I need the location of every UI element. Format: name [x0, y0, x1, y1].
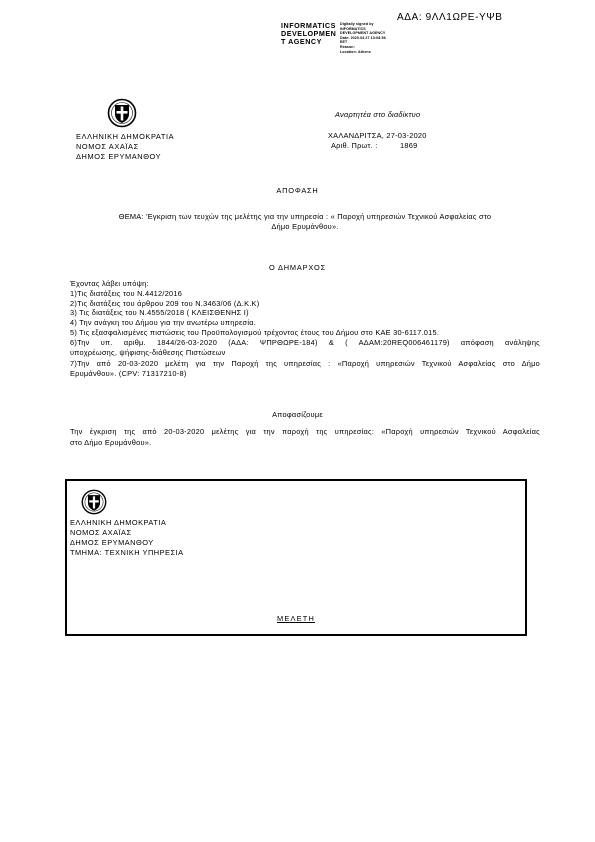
signer-name-line: INFORMATICS	[281, 21, 336, 30]
decision-body: Την έγκριση της από 20-03-2020 μελέτης για την παροχή της υπηρεσίας: «Παροχή υπηρεσιών Τεχνικού Ασφαλείας	[70, 427, 540, 436]
signature-detail: Date: 2020.03.27 13:08:56	[340, 35, 386, 40]
greek-emblem-icon	[107, 98, 137, 128]
decision-body-cont: στο Δήμο Ερυμάνθου».	[70, 438, 152, 447]
decision-title: ΑΠΟΦΑΣΗ	[276, 186, 319, 195]
issuer-block	[76, 132, 174, 162]
subject-line: Δήμο Ερυμάνθου».	[271, 222, 339, 231]
greek-emblem-icon	[81, 489, 107, 515]
signature-detail: DEVELOPMENT AGENCY	[340, 31, 386, 36]
signature-detail: Location: Athens	[340, 49, 371, 54]
signer-name-line: T AGENCY	[281, 37, 322, 47]
issuer-line: ΔΗΜΟΣ ΕΡΥΜΑΝΘΟΥ	[76, 152, 162, 161]
issuer-line: ΕΛΛΗΝΙΚΗ ΔΗΜΟΚΡΑΤΙΑ	[76, 132, 175, 141]
consideration-item: 5) Τις εξασφαλισμένες πιστώσεις του Προϋπολογισμού τρέχοντος έτους του Δήμου στο ΚΑΕ 30-6117.015.	[70, 328, 440, 337]
consideration-item: 3) Τις διατάξεις του Ν.4555/2018 ( ΚΛΕΙΣΘΕΝΗΣ Ι)	[70, 308, 249, 317]
signer-name-line: DEVELOPMEN	[281, 29, 337, 39]
study-issuer-line: ΔΗΜΟΣ ΕΡΥΜΑΝΘΟΥ	[70, 538, 154, 547]
post-note: Αναρτητέα στο διαδίκτυο	[335, 110, 421, 119]
consideration-item: 4) Την ανάγκη του Δήμου για την ανωτέρω υπηρεσία.	[70, 318, 257, 327]
protocol-number: 1869	[400, 141, 418, 150]
study-issuer-line: ΤΜΗΜΑ: ΤΕΧΝΙΚΗ ΥΠΗΡΕΣΙΑ	[70, 548, 184, 557]
subject-line: ΘΕΜΑ: 'Εγκριση των τευχών της μελέτης για την υπηρεσία : « Παροχή υπηρεσιών Τεχνικού Ασφαλείας στο	[118, 212, 492, 221]
mayor-heading: Ο ΔΗΜΑΡΧΟΣ	[269, 263, 326, 272]
study-issuer-line: ΕΛΛΗΝΙΚΗ ΔΗΜΟΚΡΑΤΙΑ	[70, 518, 167, 527]
signature-detail: EET	[340, 40, 348, 45]
place-date: ΧΑΛΑΝΔΡΙΤΣΑ, 27-03-2020	[328, 131, 427, 140]
study-issuer-line: ΝΟΜΟΣ ΑΧΑΪΑΣ	[70, 528, 132, 537]
ada-code: ΑΔΑ: 9ΛΛ1ΩΡΕ-ΥΨΒ	[397, 12, 503, 23]
consideration-item: 1)Τις διατάξεις του Ν.4412/2016	[70, 289, 183, 298]
signature-detail: INFORMATICS	[340, 26, 366, 31]
decides-heading: Αποφασίζουμε	[272, 410, 323, 419]
consideration-item: 2)Τις διατάξεις του άρθρου 209 του Ν.3463/06 (Δ.Κ.Κ)	[70, 298, 260, 308]
digital-signature-details	[340, 22, 386, 54]
signature-detail: Reason:	[340, 44, 355, 49]
signature-detail: Digitally signed by	[340, 22, 374, 26]
study-title: ΜΕΛΕΤΗ	[276, 614, 315, 623]
consideration-item-cont: υποχρέωσης, ψήφισης-διάθεσης Πιστώσεων	[70, 348, 226, 357]
digital-signature	[281, 22, 336, 47]
considering-intro: Έχοντας λάβει υπόψη:	[70, 279, 149, 288]
consideration-item: 6)Την υπ. αριθμ. 1844/26-03-2020 (ΑΔΑ: ΨΠΡΘΩΡΕ-184) & ( ΑΔΑΜ:20REQ006461179) απόφαση ανάληψης	[70, 338, 540, 347]
consideration-item-cont: Ερυμάνθου». (CPV: 71317210-8)	[70, 369, 187, 378]
issuer-line: ΝΟΜΟΣ ΑΧΑΪΑΣ	[76, 142, 139, 151]
protocol-label: Αριθ. Πρωτ. :	[331, 141, 378, 150]
study-issuer-block	[70, 518, 184, 558]
consideration-item: 7)Την από 20-03-2020 μελέτη για την Παροχή της υπηρεσίας : «Παροχή υπηρεσιών Τεχνικού Ασφαλείας στο Δήμο	[70, 359, 540, 368]
